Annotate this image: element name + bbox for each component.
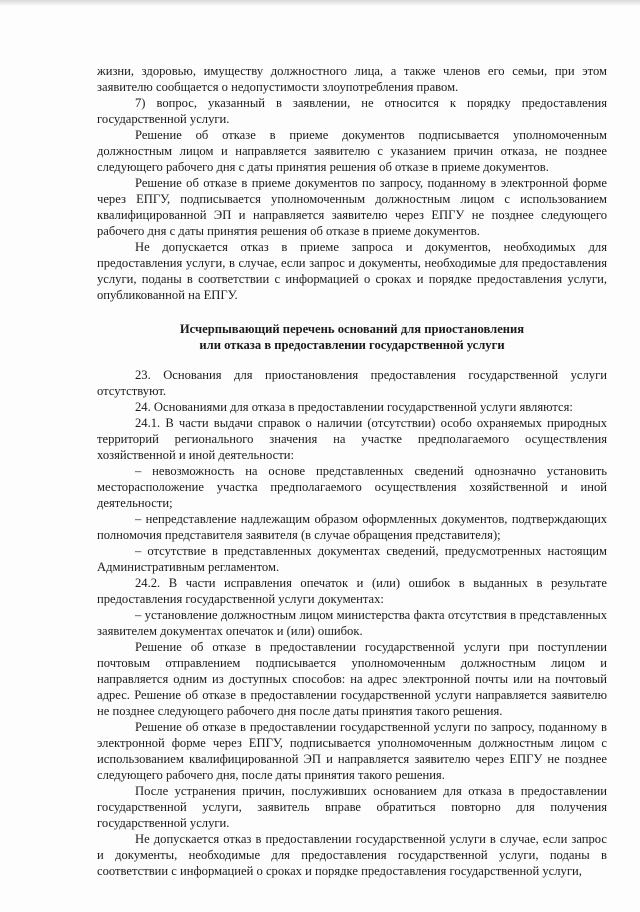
paragraph: – непредставление надлежащим образом оформленных документов, подтверждающих полномочия представителя заявителя (в случае обращения представителя); — [97, 512, 607, 542]
paragraph: После устранения причин, послуживших основанием для отказа в предоставлении государственной услуги, заявитель вправе обратиться повторно для получения государственной услуги. — [97, 784, 607, 830]
paragraph-group-bottom — [97, 367, 607, 879]
paragraph: 24.1. В части выдачи справок о наличии (отсутствии) особо охраняемых природных территорий регионального значения на участке предполагаемого осуществления хозяйственной и иной деятельности: — [97, 416, 607, 462]
paragraph: жизни, здоровью, имуществу должностного лица, а также членов его семьи, при этом заявителю сообщается о недопустимости злоупотребления правом. — [97, 64, 607, 94]
paragraph: Решение об отказе в предоставлении государственной услуги по запросу, поданному в электронной форме через ЕПГУ, подписывается уполномоченным должностным лицом с использованием квалифицированной ЭП и направляется заявителю через ЕПГУ не позднее следующего рабочего дня, после даты принятия такого решения. — [97, 720, 607, 782]
document-body — [97, 63, 607, 879]
paragraph-group-top — [97, 63, 607, 303]
paragraph: – невозможность на основе представленных сведений однозначно установить месторасположение участка предполагаемого осуществления хозяйственной и иной деятельности; — [97, 464, 607, 510]
section-heading-line-2: или отказа в предоставлении государственной услуги — [199, 338, 505, 352]
paragraph: 24.2. В части исправления опечаток и (или) ошибок в выданных в результате предоставления государственной услуги документах: — [97, 576, 607, 606]
scan-edge-shadow — [0, 0, 640, 6]
paragraph: – отсутствие в представленных документах сведений, предусмотренных настоящим Административным регламентом. — [97, 544, 607, 574]
paragraph: Решение об отказе в приеме документов по запросу, поданному в электронной форме через ЕПГУ, подписывается уполномоченным должностным лицом с использованием квалифицированной ЭП и направляется заявителю через ЕПГУ не позднее следующего рабочего дня с даты принятия решения об отказе в приеме документов. — [97, 176, 607, 238]
paragraph: 23. Основания для приостановления предоставления государственной услуги отсутствуют. — [97, 368, 607, 398]
paragraph: 7) вопрос, указанный в заявлении, не относится к порядку предоставления государственной услуги. — [97, 96, 607, 126]
paragraph: Не допускается отказ в приеме запроса и документов, необходимых для предоставления услуги, в случае, если запрос и документы, необходимые для предоставления услуги, поданы в соответствии с информацией о сроках и порядке предоставления услуги, опубликованной на ЕПГУ. — [97, 240, 607, 302]
paragraph: Решение об отказе в предоставлении государственной услуги при поступлении почтовым отправлением подписывается уполномоченным должностным лицом и направляется одним из доступных способов: на адрес электронной почты или на почтовый адрес. Решение об отказе в предоставлении государственной услуги направляется заявителю не позднее следующего рабочего дня после даты принятия такого решения. — [97, 640, 607, 718]
paragraph: Решение об отказе в приеме документов подписывается уполномоченным должностным лицом и направляется заявителю с указанием причин отказа, не позднее следующего рабочего дня с даты принятия решения об отказе в приеме документов. — [97, 128, 607, 174]
paragraph: 24. Основаниями для отказа в предоставлении государственной услуги являются: — [135, 400, 573, 414]
section-heading — [97, 321, 607, 353]
paragraph: – установление должностным лицом министерства факта отсутствия в представленных заявителем документах опечаток и (или) ошибок. — [97, 608, 607, 638]
paragraph: Не допускается отказ в предоставлении государственной услуги в случае, если запрос и документы, необходимые для предоставления государственной услуги, поданы в соответствии с информацией о сроках и порядке предоставления государственной услуги, — [97, 832, 607, 878]
section-heading-line-1: Исчерпывающий перечень оснований для приостановления — [179, 322, 525, 336]
